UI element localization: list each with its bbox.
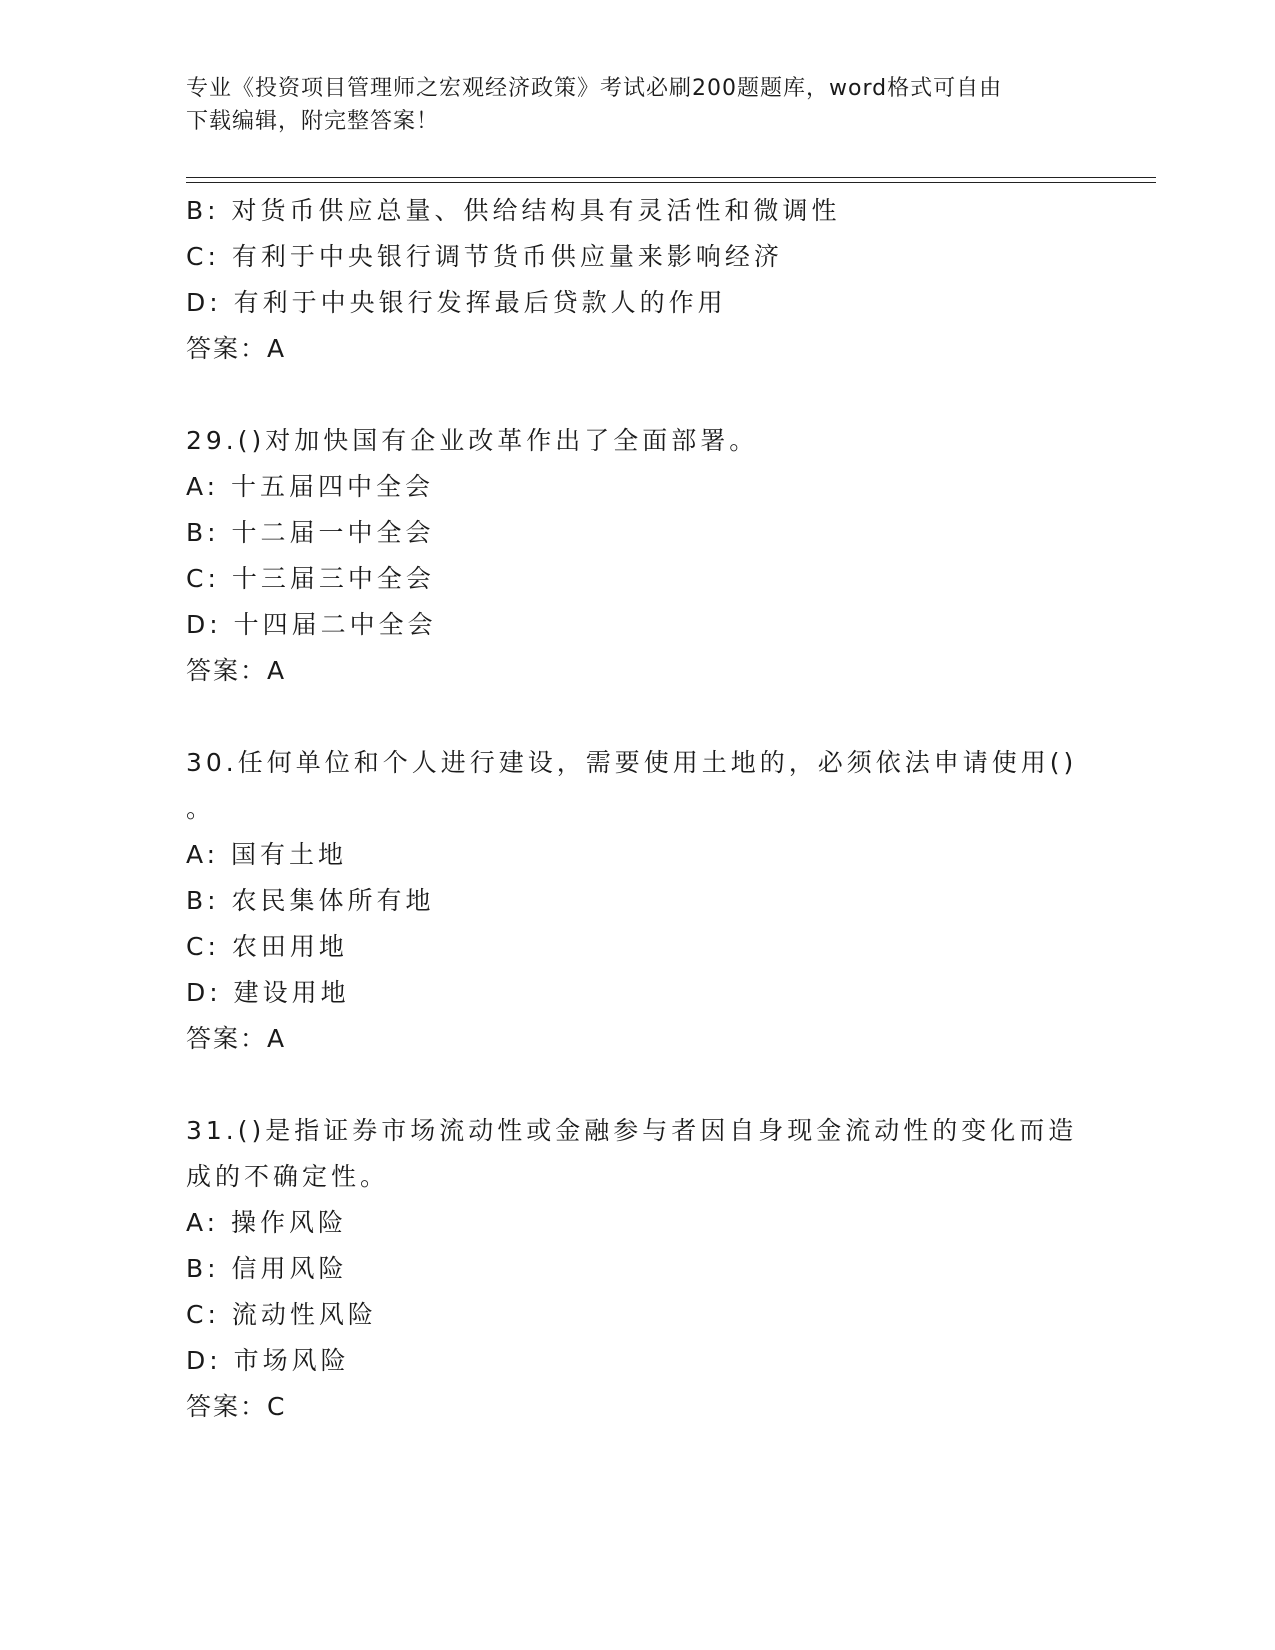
option-b: B: 农民集体所有地 — [186, 886, 435, 915]
question-stem-continued: 成的不确定性。 — [186, 1162, 390, 1191]
option-c: C: 流动性风险 — [186, 1300, 377, 1329]
question-29 — [186, 418, 1086, 694]
question-31 — [186, 1108, 1086, 1430]
answer: 答案：C — [186, 1392, 287, 1421]
option-d: D: 建设用地 — [186, 978, 350, 1007]
question-28 — [186, 188, 1086, 372]
spacer — [186, 1062, 1086, 1108]
question-30 — [186, 740, 1086, 1062]
question-stem: 30.任何单位和个人进行建设，需要使用土地的，必须依法申请使用() — [186, 748, 1078, 777]
spacer — [186, 372, 1086, 418]
question-content — [186, 188, 1086, 1430]
page-header — [186, 72, 1066, 138]
answer: 答案：A — [186, 656, 287, 685]
question-stem-continued: 。 — [186, 794, 216, 823]
option-b: B: 信用风险 — [186, 1254, 348, 1283]
option-d: D: 市场风险 — [186, 1346, 350, 1375]
spacer — [186, 694, 1086, 740]
question-stem: 31.()是指证券市场流动性或金融参与者因自身现金流动性的变化而造 — [186, 1116, 1078, 1145]
option-c: C: 有利于中央银行调节货币供应量来影响经济 — [186, 242, 783, 271]
option-b: B: 对货币供应总量、供给结构具有灵活性和微调性 — [186, 196, 841, 225]
question-stem: 29.()对加快国有企业改革作出了全面部署。 — [186, 426, 759, 455]
header-line-1: 专业《投资项目管理师之宏观经济政策》考试必刷200题题库，word格式可自由 — [186, 76, 1003, 101]
option-d: D: 有利于中央银行发挥最后贷款人的作用 — [186, 288, 727, 317]
option-c: C: 农田用地 — [186, 932, 348, 961]
option-a: A: 操作风险 — [186, 1208, 348, 1237]
option-a: A: 国有土地 — [186, 840, 348, 869]
option-d: D: 十四届二中全会 — [186, 610, 437, 639]
option-a: A: 十五届四中全会 — [186, 472, 435, 501]
header-double-rule — [186, 177, 1156, 183]
answer: 答案：A — [186, 334, 287, 363]
option-b: B: 十二届一中全会 — [186, 518, 435, 547]
header-line-2: 下载编辑，附完整答案！ — [186, 109, 440, 134]
option-c: C: 十三届三中全会 — [186, 564, 435, 593]
answer: 答案：A — [186, 1024, 287, 1053]
